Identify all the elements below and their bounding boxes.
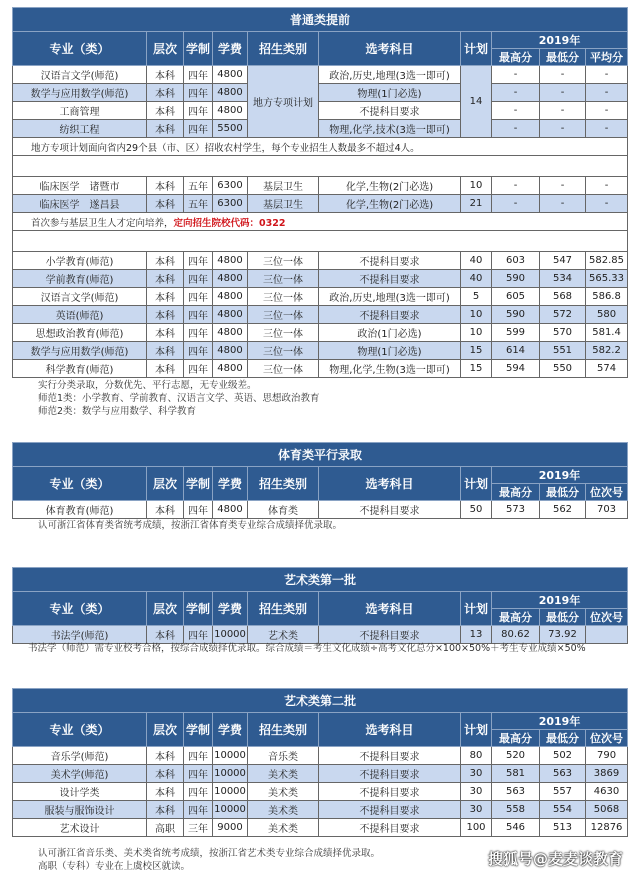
column-header: 专业（类） [13,32,147,66]
table-row [13,288,628,306]
table-cell: 80.62 [492,626,540,644]
table-cell: 30 [461,765,492,783]
table-cell: 思想政治教育(师范) [13,324,147,342]
score-header: 最低分 [540,49,586,66]
table-cell: 40 [461,252,492,270]
table-cell: 13 [461,626,492,644]
table-cell: 581 [492,765,540,783]
table-cell: 本科 [147,177,184,195]
table-cell: - [586,195,628,213]
column-header: 学制 [184,32,213,66]
table-row [13,177,628,195]
table-cell: 三位一体 [248,270,319,288]
table-cell: 3869 [586,765,628,783]
table-cell: 物理(1门必选) [319,84,461,102]
table-cell: 三位一体 [248,342,319,360]
note-text [13,213,628,231]
table-cell: 本科 [147,120,184,138]
table-cell: 四年 [184,84,213,102]
table-cell: 不提科目要求 [319,270,461,288]
table-row [13,84,628,102]
admission-table [12,442,628,519]
table-cell: 5 [461,288,492,306]
table-row [13,195,628,213]
column-header: 招生类别 [248,467,319,501]
table-cell: 四年 [184,66,213,84]
table-cell: 物理(1门必选) [319,342,461,360]
column-header: 选考科目 [319,592,461,626]
table-cell: 570 [540,324,586,342]
table-cell: - [492,84,540,102]
table-row [13,765,628,783]
table-cell: 本科 [147,360,184,378]
table-row [13,747,628,765]
column-header: 学制 [184,467,213,501]
table-cell: 4800 [213,66,248,84]
table-cell: 不提科目要求 [319,765,461,783]
table-cell: 书法学(师范) [13,626,147,644]
table-cell: 不提科目要求 [319,306,461,324]
table-cell: 本科 [147,288,184,306]
note-text-plain: 地方专项计划面向省内29个县（市、区）招收农村学生，每个专业招生人数最多不超过4人。 [31,142,420,154]
admission-table [12,7,628,378]
table-cell: 590 [492,270,540,288]
table-title-row [13,568,628,592]
table-cell: - [540,102,586,120]
table-row [13,360,628,378]
table-cell: 基层卫生 [248,195,319,213]
score-header: 位次号 [586,609,628,626]
watermark: 搜狐号@麦麦谈教育 [488,850,624,868]
table-cell: 本科 [147,783,184,801]
table-cell: - [540,66,586,84]
table-cell: - [540,177,586,195]
note-line: 师范2类：数学与应用数学、科学教育 [38,406,197,417]
table-cell: 科学教育(师范) [13,360,147,378]
table-cell: 4630 [586,783,628,801]
table-row [13,783,628,801]
table-cell: 9000 [213,819,248,837]
table-cell: 不提科目要求 [319,801,461,819]
table-cell: 四年 [184,801,213,819]
table-cell: 790 [586,747,628,765]
table-cell: 本科 [147,342,184,360]
table-cell: 4800 [213,288,248,306]
table-cell: 15 [461,342,492,360]
table-row [13,270,628,288]
score-header: 最高分 [492,730,540,747]
table-cell: 不提科目要求 [319,819,461,837]
table-cell: 本科 [147,252,184,270]
table-cell: - [492,177,540,195]
column-header: 招生类别 [248,713,319,747]
score-header: 最低分 [540,730,586,747]
column-header: 专业（类） [13,467,147,501]
table-cell: - [586,84,628,102]
table-cell: 数学与应用数学(师范) [13,342,147,360]
header-row [13,467,628,484]
table-cell: 政治(1门必选) [319,324,461,342]
table-cell: - [492,66,540,84]
column-header: 层次 [147,467,184,501]
table-cell: 573 [492,501,540,519]
table-cell: 4800 [213,270,248,288]
table-cell: 4800 [213,342,248,360]
table-cell: 小学教育(师范) [13,252,147,270]
table-cell: 30 [461,783,492,801]
table-cell: 化学,生物(2门必选) [319,195,461,213]
note-row [13,138,628,156]
table-cell: 政治,历史,地理(3选一即可) [319,66,461,84]
table-cell: 10 [461,324,492,342]
score-header: 位次号 [586,484,628,501]
table-cell: 568 [540,288,586,306]
column-header: 学制 [184,592,213,626]
table-cell: 550 [540,360,586,378]
table-cell: 三年 [184,819,213,837]
table-cell: 设计学类 [13,783,147,801]
table-cell: 580 [586,306,628,324]
column-header: 学费 [213,713,248,747]
table-cell: 563 [492,783,540,801]
table-notes [38,519,342,532]
score-header: 最高分 [492,49,540,66]
column-header: 选考科目 [319,467,461,501]
column-header: 学制 [184,713,213,747]
table-cell: 557 [540,783,586,801]
table-cell: 本科 [147,84,184,102]
table-cell: 30 [461,801,492,819]
table-cell: 40 [461,270,492,288]
table-notes [28,642,586,655]
table-cell: 547 [540,252,586,270]
score-header: 位次号 [586,730,628,747]
table-title: 艺术类第二批 [13,689,628,713]
table-cell: 10000 [213,626,248,644]
table-cell: 10000 [213,783,248,801]
table-cell: 10 [461,306,492,324]
table-cell: 英语(师范) [13,306,147,324]
table-cell: 4800 [213,306,248,324]
table-cell: 73.92 [540,626,586,644]
table-cell: 本科 [147,306,184,324]
table-row [13,306,628,324]
table-cell: - [492,102,540,120]
year-header: 2019年 [492,32,628,49]
table-cell: - [540,84,586,102]
table-cell: 4800 [213,501,248,519]
blank-row [13,156,628,177]
note-text-plain: 首次参与基层卫生人才定向培养， [31,217,174,229]
table-cell: 本科 [147,195,184,213]
table-cell: 高职 [147,819,184,837]
table-cell: 四年 [184,360,213,378]
table-cell: 563 [540,765,586,783]
table-cell: 美术类 [248,783,319,801]
table-cell: 4800 [213,360,248,378]
table-cell: 12876 [586,819,628,837]
table-cell: 政治,历史,地理(3选一即可) [319,288,461,306]
table-row [13,819,628,837]
table-cell: 四年 [184,765,213,783]
table-cell: 10000 [213,747,248,765]
column-header: 学费 [213,467,248,501]
table-cell: 594 [492,360,540,378]
table-cell: 10 [461,177,492,195]
table-cell: 美术学(师范) [13,765,147,783]
table-cell: 520 [492,747,540,765]
table-cell: 音乐学(师范) [13,747,147,765]
table-cell: 586.8 [586,288,628,306]
table-cell: - [586,66,628,84]
table-cell: 14 [461,66,492,138]
blank-cell [13,156,628,177]
year-header: 2019年 [492,592,628,609]
column-header: 选考科目 [319,713,461,747]
table-cell: 不提科目要求 [319,102,461,120]
table-cell: 数学与应用数学(师范) [13,84,147,102]
table-row [13,120,628,138]
table-title: 普通类提前 [13,8,628,32]
table-cell: 四年 [184,252,213,270]
table-cell: 四年 [184,306,213,324]
table-cell: 三位一体 [248,252,319,270]
column-header: 计划 [461,713,492,747]
score-header: 平均分 [586,49,628,66]
table-cell: 703 [586,501,628,519]
table-cell: 四年 [184,324,213,342]
note-line: 师范1类：小学教育、学前教育、汉语言文学、英语、思想政治教育 [38,393,320,404]
column-header: 计划 [461,32,492,66]
table-row [13,801,628,819]
note-line: 认可浙江省音乐类、美术类省统考成绩，按浙江省艺术类专业综合成绩择优录取。 [38,848,381,859]
table-cell: 574 [586,360,628,378]
table-cell: 本科 [147,324,184,342]
table-cell: 546 [492,819,540,837]
table-cell: 汉语言文学(师范) [13,288,147,306]
table-cell: - [492,120,540,138]
table-cell: 10000 [213,765,248,783]
table-cell: 100 [461,819,492,837]
table-cell: 5500 [213,120,248,138]
table-cell: 三位一体 [248,306,319,324]
table-cell: 本科 [147,270,184,288]
table-cell: 四年 [184,783,213,801]
admission-table [12,688,628,837]
table-cell: 基层卫生 [248,177,319,195]
note-line: 认可浙江省体育类省统考成绩，按浙江省体育类专业综合成绩择优录取。 [38,520,343,531]
table-cell: 554 [540,801,586,819]
table-notes [38,379,320,418]
table-cell: 不提科目要求 [319,626,461,644]
table-cell: 美术类 [248,801,319,819]
note-highlight: 定向招生院校代码：0322 [173,217,286,229]
score-header: 最高分 [492,484,540,501]
table-cell: 四年 [184,342,213,360]
table-cell: 603 [492,252,540,270]
table-cell: 10000 [213,801,248,819]
table-cell: 不提科目要求 [319,783,461,801]
table-cell: 临床医学 遂昌县 [13,195,147,213]
note-line: 高职（专科）专业在上虞校区就读。 [38,861,191,872]
table-cell: - [586,102,628,120]
table-cell: 80 [461,747,492,765]
table-cell [586,626,628,644]
note-line: 书法学（师范）需专业校考合格，按综合成绩择优录取。综合成绩＝考生文化成绩÷高考文化总分×100×50%＋考生专业成绩×50% [28,643,586,654]
table-cell: 551 [540,342,586,360]
table-cell: 605 [492,288,540,306]
table-cell: - [540,120,586,138]
table-cell: 工商管理 [13,102,147,120]
table-cell: 562 [540,501,586,519]
table-cell: 地方专项计划 [248,66,319,138]
score-header: 最低分 [540,609,586,626]
table-cell: 614 [492,342,540,360]
table-cell: 艺术设计 [13,819,147,837]
column-header: 学费 [213,592,248,626]
table-notes [38,847,380,873]
table-row [13,252,628,270]
table-title: 体育类平行录取 [13,443,628,467]
table-cell: 558 [492,801,540,819]
column-header: 学费 [213,32,248,66]
table-cell: 三位一体 [248,360,319,378]
column-header: 层次 [147,32,184,66]
table-row [13,501,628,519]
table-cell: 本科 [147,801,184,819]
column-header: 层次 [147,713,184,747]
table-cell: 4800 [213,324,248,342]
table-cell: 6300 [213,195,248,213]
header-row [13,32,628,49]
table-cell: 534 [540,270,586,288]
note-row [13,213,628,231]
table-row [13,66,628,84]
table-cell: 4800 [213,84,248,102]
table-row [13,626,628,644]
table-cell: 四年 [184,626,213,644]
table-cell: 565.33 [586,270,628,288]
table-cell: 不提科目要求 [319,747,461,765]
column-header: 专业（类） [13,592,147,626]
table-cell: 学前教育(师范) [13,270,147,288]
table-row [13,102,628,120]
table-cell: 本科 [147,765,184,783]
table-cell: 美术类 [248,765,319,783]
table-cell: 50 [461,501,492,519]
column-header: 专业（类） [13,713,147,747]
table-cell: 四年 [184,120,213,138]
table-cell: - [586,120,628,138]
table-cell: 572 [540,306,586,324]
table-cell: 不提科目要求 [319,252,461,270]
table-cell: 四年 [184,270,213,288]
blank-row [13,231,628,252]
table-cell: 物理,化学,技术(3选一即可) [319,120,461,138]
note-text [13,138,628,156]
table-cell: 临床医学 诸暨市 [13,177,147,195]
table-cell: 581.4 [586,324,628,342]
table-cell: 纺织工程 [13,120,147,138]
table-cell: 物理,化学,生物(3选一即可) [319,360,461,378]
table-cell: 本科 [147,501,184,519]
table-cell: - [586,177,628,195]
table-cell: 体育类 [248,501,319,519]
table-title-row [13,8,628,32]
table-cell: 三位一体 [248,324,319,342]
table-cell: 四年 [184,102,213,120]
table-cell: - [540,195,586,213]
table-cell: - [492,195,540,213]
table-cell: 汉语言文学(师范) [13,66,147,84]
table-cell: 15 [461,360,492,378]
table-title-row [13,689,628,713]
table-cell: 513 [540,819,586,837]
table-cell: 化学,生物(2门必选) [319,177,461,195]
column-header: 招生类别 [248,32,319,66]
column-header: 计划 [461,467,492,501]
table-cell: 582.85 [586,252,628,270]
table-title-row [13,443,628,467]
table-cell: 4800 [213,252,248,270]
column-header: 招生类别 [248,592,319,626]
table-cell: 五年 [184,195,213,213]
table-cell: 本科 [147,747,184,765]
table-title: 艺术类第一批 [13,568,628,592]
table-cell: 艺术类 [248,626,319,644]
table-cell: 音乐类 [248,747,319,765]
table-cell: 五年 [184,177,213,195]
table-cell: 四年 [184,501,213,519]
year-header: 2019年 [492,467,628,484]
note-line: 实行分类录取，分数优先、平行志愿，无专业级差。 [38,380,257,391]
table-cell: 美术类 [248,819,319,837]
table-cell: 服装与服饰设计 [13,801,147,819]
table-row [13,324,628,342]
column-header: 计划 [461,592,492,626]
table-cell: 本科 [147,66,184,84]
table-cell: 四年 [184,747,213,765]
table-row [13,342,628,360]
table-cell: 6300 [213,177,248,195]
table-cell: 502 [540,747,586,765]
score-header: 最高分 [492,609,540,626]
table-cell: 590 [492,306,540,324]
column-header: 层次 [147,592,184,626]
table-cell: 21 [461,195,492,213]
header-row [13,592,628,609]
table-cell: 体育教育(师范) [13,501,147,519]
year-header: 2019年 [492,713,628,730]
admission-table [12,567,628,644]
blank-cell [13,231,628,252]
table-cell: 本科 [147,102,184,120]
table-cell: 四年 [184,288,213,306]
table-cell: 5068 [586,801,628,819]
header-row [13,713,628,730]
table-cell: 本科 [147,626,184,644]
table-cell: 三位一体 [248,288,319,306]
table-cell: 4800 [213,102,248,120]
table-cell: 599 [492,324,540,342]
table-cell: 582.2 [586,342,628,360]
column-header: 选考科目 [319,32,461,66]
table-cell: 不提科目要求 [319,501,461,519]
score-header: 最低分 [540,484,586,501]
